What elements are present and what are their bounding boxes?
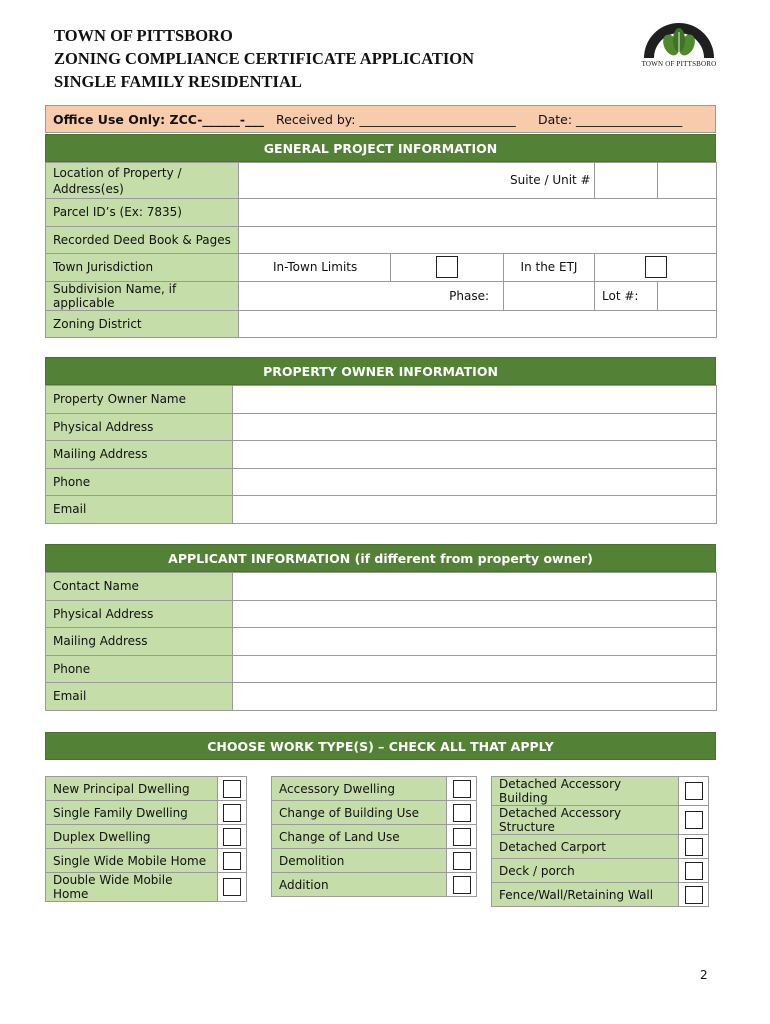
jurisdiction-label: Town Jurisdiction [46, 254, 239, 282]
work-detached-structure-cell [679, 806, 709, 835]
work-new-principal-checkbox[interactable] [223, 780, 241, 798]
phase-input[interactable] [504, 281, 595, 310]
owner-name-label: Property Owner Name [46, 386, 233, 414]
work-detached-structure-checkbox[interactable] [685, 811, 703, 829]
logo-text: TOWN OF PITTSBORO [641, 60, 717, 68]
work-accessory-dwelling-label: Accessory Dwelling [272, 777, 447, 801]
header-town: TOWN OF PITTSBORO [54, 26, 233, 45]
owner-name-input[interactable] [233, 386, 717, 414]
subdivision-label: Subdivision Name, if applicable [46, 281, 239, 310]
applicant-contact-label: Contact Name [46, 573, 233, 601]
owner-mailing-label: Mailing Address [46, 441, 233, 469]
work-single-wide-checkbox[interactable] [223, 852, 241, 870]
applicant-contact-input[interactable] [233, 573, 717, 601]
work-fence-wall-cell [679, 883, 709, 907]
work-single-family-label: Single Family Dwelling [46, 801, 218, 825]
work-col2-table [271, 776, 477, 897]
work-demolition-label: Demolition [272, 849, 447, 873]
etj-checkbox-cell [595, 254, 717, 282]
applicant-phone-label: Phone [46, 655, 233, 683]
work-duplex-checkbox[interactable] [223, 828, 241, 846]
work-single-family-checkbox[interactable] [223, 804, 241, 822]
suite-unit-label: Suite / Unit # [510, 173, 591, 187]
applicant-mailing-input[interactable] [233, 628, 717, 656]
work-detached-building-cell [679, 777, 709, 806]
owner-physical-input[interactable] [233, 413, 717, 441]
applicant-mailing-label: Mailing Address [46, 628, 233, 656]
work-demolition-checkbox[interactable] [453, 852, 471, 870]
work-addition-label: Addition [272, 873, 447, 897]
work-new-principal-cell [218, 777, 247, 801]
applicant-phone-input[interactable] [233, 655, 717, 683]
owner-email-label: Email [46, 496, 233, 524]
work-deck-porch-checkbox[interactable] [685, 862, 703, 880]
work-duplex-label: Duplex Dwelling [46, 825, 218, 849]
work-double-wide-label: Double Wide Mobile Home [46, 873, 218, 902]
general-section-header: GENERAL PROJECT INFORMATION [45, 134, 716, 162]
header-subtitle: SINGLE FAMILY RESIDENTIAL [54, 72, 302, 91]
work-detached-building-checkbox[interactable] [685, 782, 703, 800]
applicant-email-input[interactable] [233, 683, 717, 711]
lot-label: Lot #: [595, 281, 658, 310]
etj-label: In the ETJ [504, 254, 595, 282]
work-double-wide-cell [218, 873, 247, 902]
owner-table [45, 385, 717, 524]
owner-physical-label: Physical Address [46, 413, 233, 441]
office-received-by: Received by: _________________________ [276, 112, 516, 127]
applicant-email-label: Email [46, 683, 233, 711]
applicant-section-header: APPLICANT INFORMATION (if different from property owner) [45, 544, 716, 572]
work-addition-cell [447, 873, 477, 897]
work-detached-carport-label: Detached Carport [492, 835, 679, 859]
work-new-principal-label: New Principal Dwelling [46, 777, 218, 801]
in-town-checkbox-cell [391, 254, 504, 282]
work-fence-wall-checkbox[interactable] [685, 886, 703, 904]
suite-label [595, 163, 658, 199]
lot-input[interactable] [658, 281, 717, 310]
work-deck-porch-cell [679, 859, 709, 883]
work-single-wide-cell [218, 849, 247, 873]
location-label: Location of Property / Address(es) [46, 163, 239, 199]
work-deck-porch-label: Deck / porch [492, 859, 679, 883]
owner-phone-input[interactable] [233, 468, 717, 496]
work-change-building-label: Change of Building Use [272, 801, 447, 825]
general-table [45, 162, 717, 338]
work-change-land-checkbox[interactable] [453, 828, 471, 846]
zoning-input[interactable] [239, 310, 717, 338]
work-single-wide-label: Single Wide Mobile Home [46, 849, 218, 873]
work-change-building-cell [447, 801, 477, 825]
applicant-physical-label: Physical Address [46, 600, 233, 628]
in-town-checkbox[interactable] [436, 256, 458, 278]
in-town-label: In-Town Limits [239, 254, 391, 282]
owner-phone-label: Phone [46, 468, 233, 496]
owner-mailing-input[interactable] [233, 441, 717, 469]
suite-input[interactable] [658, 163, 717, 199]
header-form-title: ZONING COMPLIANCE CERTIFICATE APPLICATION [54, 49, 475, 68]
office-use-bar [45, 105, 716, 133]
work-change-land-cell [447, 825, 477, 849]
document-header [54, 24, 474, 93]
phase-label: Phase: [449, 288, 489, 303]
owner-email-input[interactable] [233, 496, 717, 524]
work-section-header: CHOOSE WORK TYPE(S) – CHECK ALL THAT APPLY [45, 732, 716, 760]
subdivision-input[interactable] [239, 281, 504, 310]
page-number: 2 [700, 968, 708, 982]
work-duplex-cell [218, 825, 247, 849]
work-col1-table [45, 776, 247, 902]
work-detached-carport-checkbox[interactable] [685, 838, 703, 856]
zoning-label: Zoning District [46, 310, 239, 338]
etj-checkbox[interactable] [645, 256, 667, 278]
office-zcc: Office Use Only: ZCC-______-___ [53, 112, 264, 127]
work-fence-wall-label: Fence/Wall/Retaining Wall [492, 883, 679, 907]
work-demolition-cell [447, 849, 477, 873]
work-single-family-cell [218, 801, 247, 825]
applicant-table [45, 572, 717, 711]
applicant-physical-input[interactable] [233, 600, 717, 628]
work-double-wide-checkbox[interactable] [223, 878, 241, 896]
work-detached-carport-cell [679, 835, 709, 859]
owner-section-header: PROPERTY OWNER INFORMATION [45, 357, 716, 385]
work-change-land-label: Change of Land Use [272, 825, 447, 849]
parcel-label: Parcel ID’s (Ex: 7835) [46, 199, 239, 227]
work-col3-table [491, 776, 709, 907]
work-accessory-dwelling-cell [447, 777, 477, 801]
town-logo [640, 18, 718, 74]
work-detached-building-label: Detached Accessory Building [492, 777, 679, 806]
deed-input[interactable] [239, 226, 717, 254]
work-change-building-checkbox[interactable] [453, 804, 471, 822]
deed-label: Recorded Deed Book & Pages [46, 226, 239, 254]
work-detached-structure-label: Detached Accessory Structure [492, 806, 679, 835]
parcel-input[interactable] [239, 199, 717, 227]
office-date: Date: _________________ [538, 112, 683, 127]
work-addition-checkbox[interactable] [453, 876, 471, 894]
work-accessory-dwelling-checkbox[interactable] [453, 780, 471, 798]
